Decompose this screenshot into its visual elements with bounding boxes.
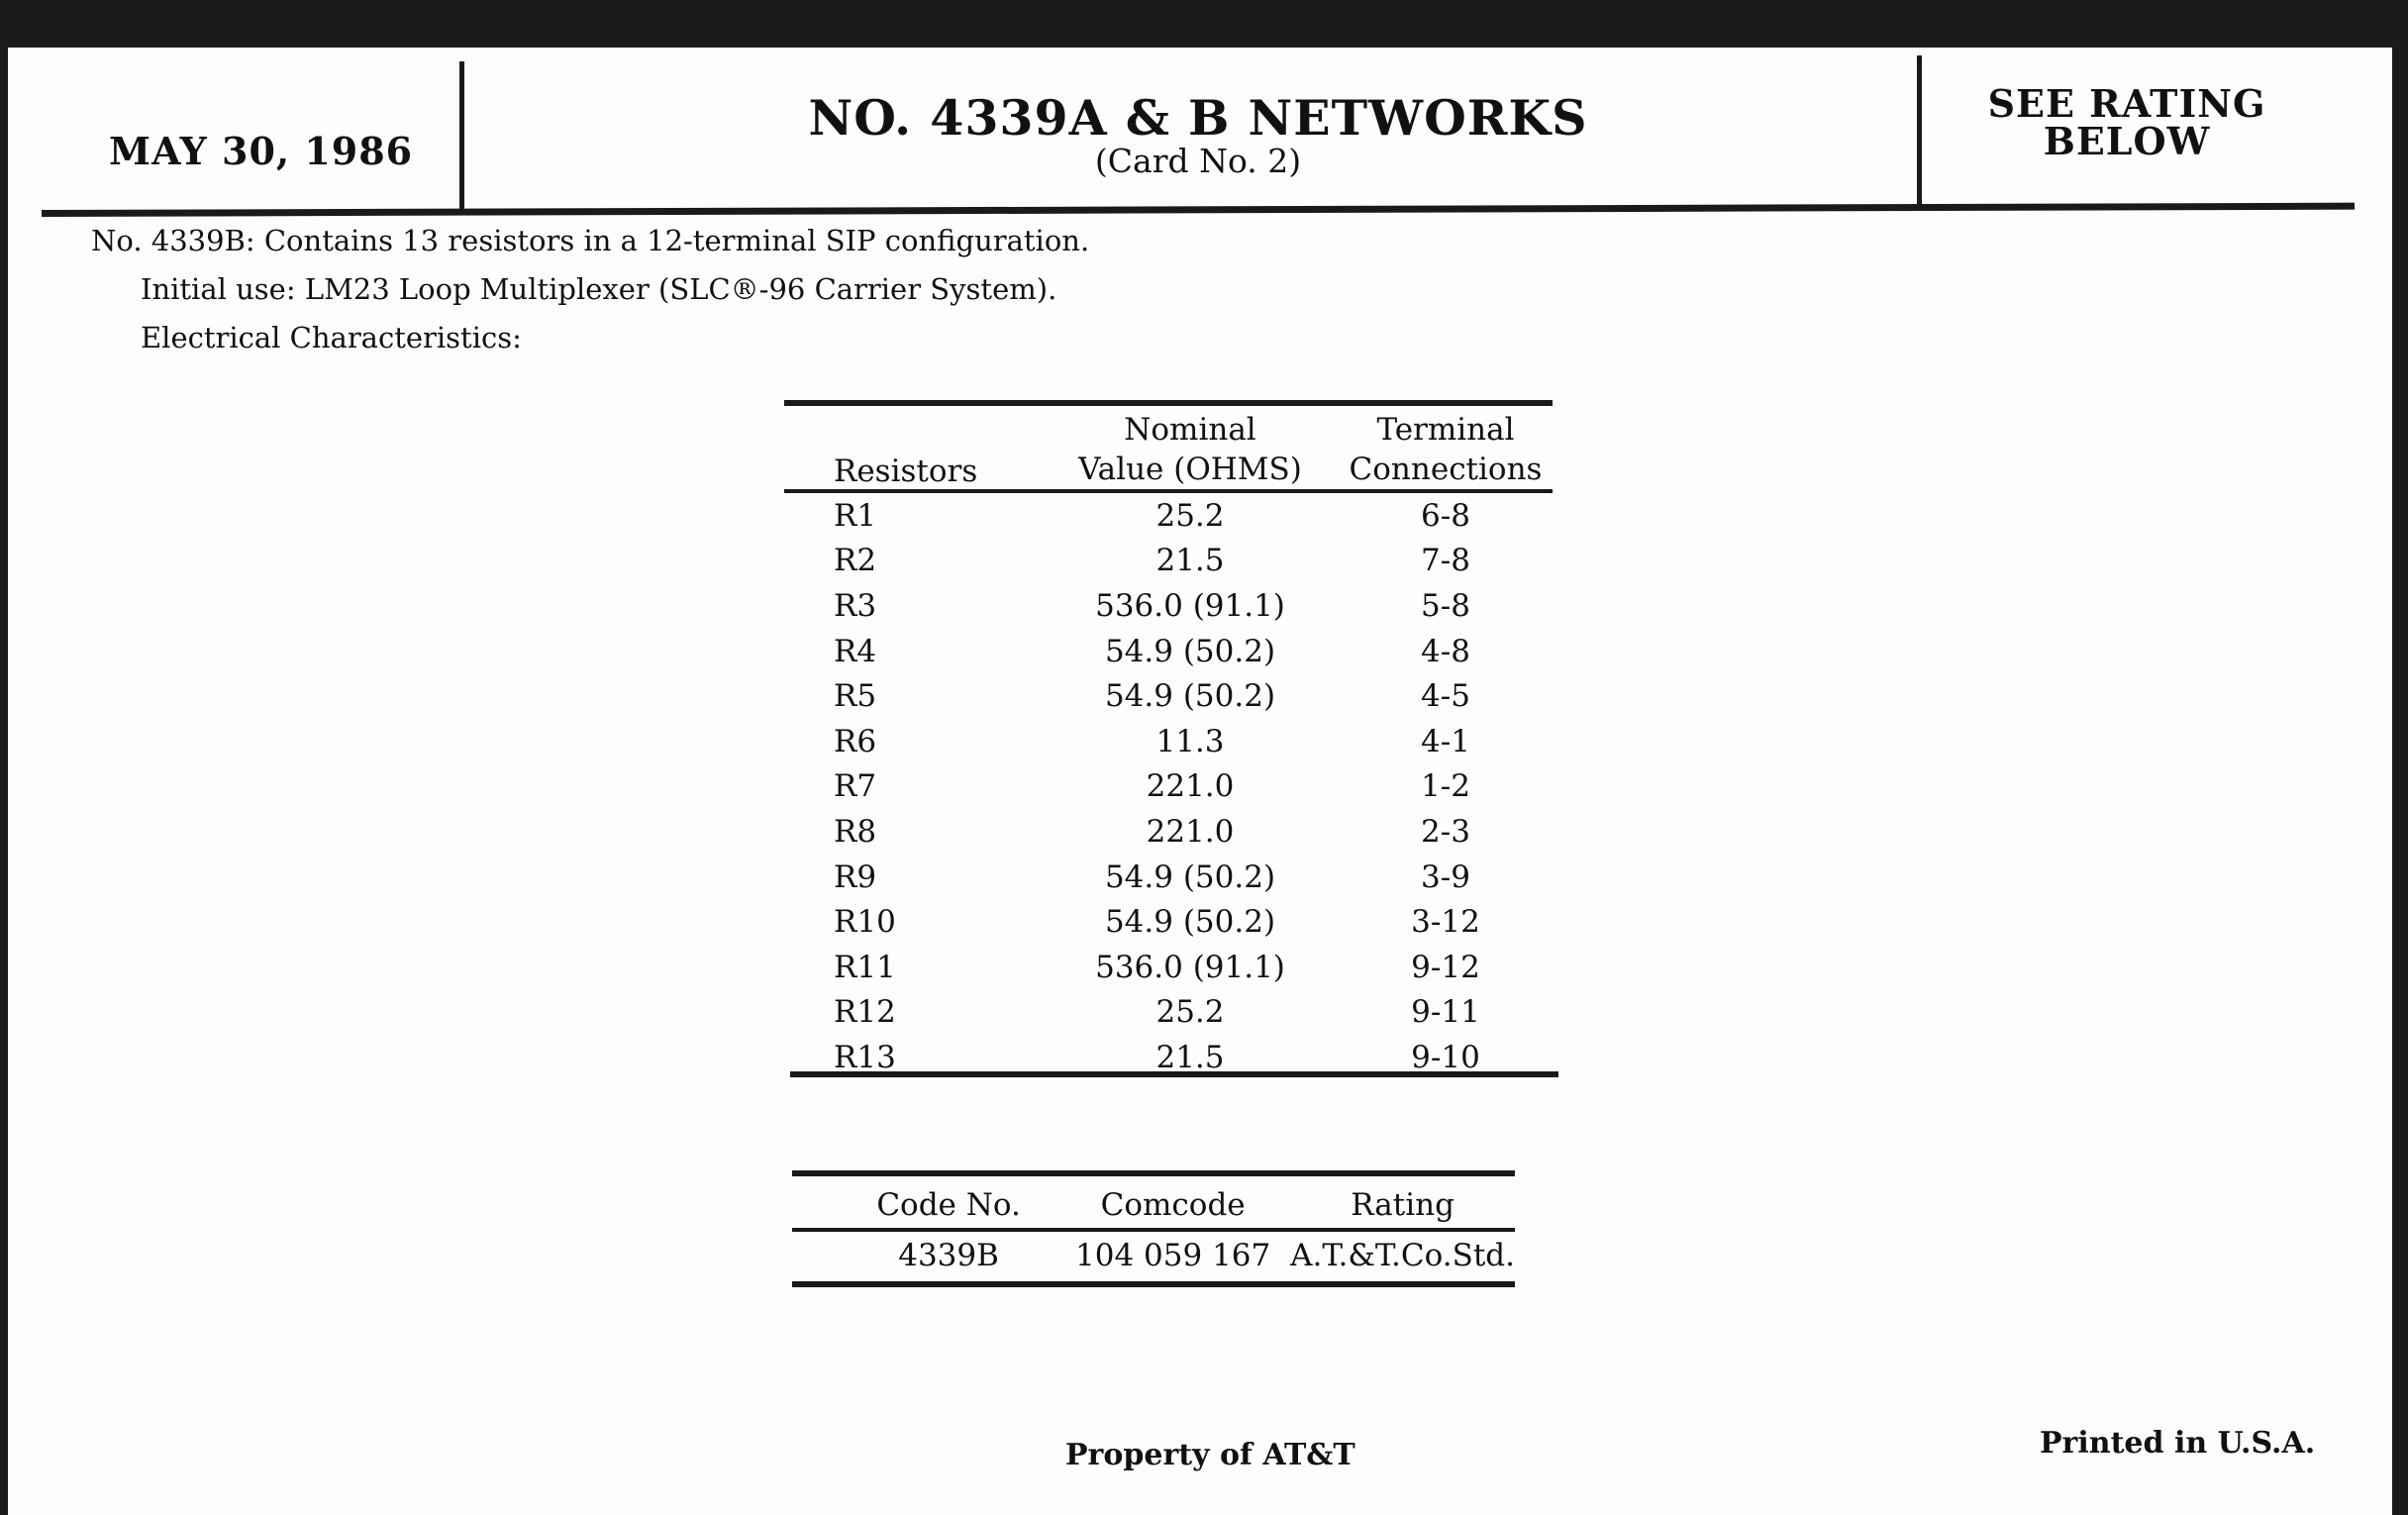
resistor-name: R5	[834, 678, 877, 715]
table-row	[784, 673, 1553, 719]
resistor-connection: 5-8	[1421, 587, 1470, 624]
rating-note-line1: SEE RATING	[1987, 81, 2266, 126]
rating-note-line2: BELOW	[2043, 119, 2211, 163]
resistor-value: 54.9 (50.2)	[1104, 858, 1276, 895]
table-row	[784, 1035, 1553, 1080]
description-line-2: Initial use: LM23 Loop Multiplexer (SLC®-96 Carrier System).	[141, 272, 1057, 306]
resistor-connection: 2-3	[1421, 813, 1470, 850]
resistor-name: R3	[834, 587, 877, 624]
table-row	[784, 764, 1553, 810]
document-card	[8, 48, 2392, 1515]
resistor-connection: 9-12	[1411, 949, 1480, 985]
resistor-value: 54.9 (50.2)	[1104, 904, 1276, 941]
footer-printed: Printed in U.S.A.	[2040, 1426, 2316, 1461]
resistor-value: 54.9 (50.2)	[1104, 633, 1276, 669]
header-rule	[42, 203, 2355, 217]
table-row	[784, 945, 1553, 990]
resistor-name: R13	[834, 1039, 896, 1075]
card-title: NO. 4339A & B NETWORKS	[808, 89, 1588, 147]
code-table	[792, 1182, 1515, 1283]
resistor-name: R6	[834, 723, 877, 759]
description-line-1: No. 4339B: Contains 13 resistors in a 12-terminal SIP configuration.	[91, 224, 1090, 257]
resistor-connection: 7-8	[1421, 543, 1470, 579]
table-row	[784, 899, 1553, 945]
description-line-3: Electrical Characteristics:	[141, 321, 522, 354]
table-row	[792, 1228, 1515, 1283]
resistor-connection: 3-9	[1421, 858, 1470, 895]
rating-note	[1939, 81, 2315, 163]
table-row	[784, 493, 1553, 539]
resistor-name: R7	[834, 768, 877, 805]
header-terminal-line1: Terminal	[1376, 412, 1515, 448]
header-nominal-line1: Nominal	[1124, 412, 1256, 448]
resistor-name: R12	[834, 994, 896, 1031]
resistor-value: 536.0 (91.1)	[1095, 949, 1285, 985]
header-comcode: Comcode	[1100, 1187, 1246, 1223]
card-subtitle: (Card No. 2)	[1094, 142, 1302, 180]
resistor-connection: 3-12	[1411, 904, 1480, 941]
header-nominal-line2: Value (OHMS)	[1078, 452, 1302, 487]
table-row	[784, 809, 1553, 855]
table-row	[784, 990, 1553, 1036]
header-resistors-label: Resistors	[834, 454, 978, 489]
resistor-name: R8	[834, 813, 877, 850]
comcode-value: 104 059 167	[1075, 1238, 1271, 1273]
table-row	[784, 583, 1553, 629]
card-date: MAY 30, 1986	[109, 129, 414, 173]
resistor-value: 21.5	[1155, 1039, 1225, 1075]
resistor-value: 25.2	[1155, 994, 1225, 1031]
resistor-value: 25.2	[1155, 497, 1225, 534]
code-no-value: 4339B	[898, 1238, 999, 1273]
resistor-table	[784, 410, 1553, 1080]
resistor-value: 221.0	[1146, 813, 1235, 850]
header-divider-right	[1917, 55, 1922, 204]
header-nominal-value	[1042, 410, 1339, 493]
resistor-connection: 6-8	[1421, 497, 1470, 534]
resistor-connection: 4-5	[1421, 678, 1470, 715]
resistor-value: 536.0 (91.1)	[1095, 587, 1285, 624]
resistor-connection: 4-8	[1421, 633, 1470, 669]
resistor-connection: 4-1	[1421, 723, 1470, 759]
header-divider-left	[459, 61, 464, 210]
code-table-top-rule	[792, 1170, 1515, 1176]
resistor-name: R1	[834, 497, 877, 534]
header-resistors	[784, 410, 1042, 493]
header-code-no: Code No.	[876, 1187, 1021, 1223]
resistor-name: R9	[834, 858, 877, 895]
table-row	[784, 719, 1553, 764]
resistor-value: 54.9 (50.2)	[1104, 678, 1276, 715]
resistor-value: 221.0	[1146, 768, 1235, 805]
table-row	[784, 855, 1553, 900]
header-rating: Rating	[1351, 1187, 1455, 1223]
resistor-name: R2	[834, 543, 877, 579]
table-row	[784, 539, 1553, 584]
header-terminal-connections	[1339, 410, 1553, 493]
resistor-connection: 9-10	[1411, 1039, 1480, 1075]
footer-property: Property of AT&T	[1065, 1438, 1355, 1472]
resistor-table-top-rule	[784, 400, 1553, 406]
resistor-connection: 9-11	[1411, 994, 1480, 1031]
rating-value: A.T.&T.Co.Std.	[1290, 1238, 1515, 1273]
resistor-name: R4	[834, 633, 877, 669]
header-terminal-line2: Connections	[1349, 452, 1543, 487]
resistor-value: 11.3	[1155, 723, 1225, 759]
resistor-name: R11	[834, 949, 896, 985]
resistor-connection: 1-2	[1421, 768, 1470, 805]
resistor-value: 21.5	[1155, 543, 1225, 579]
table-row	[784, 629, 1553, 674]
resistor-name: R10	[834, 904, 896, 941]
